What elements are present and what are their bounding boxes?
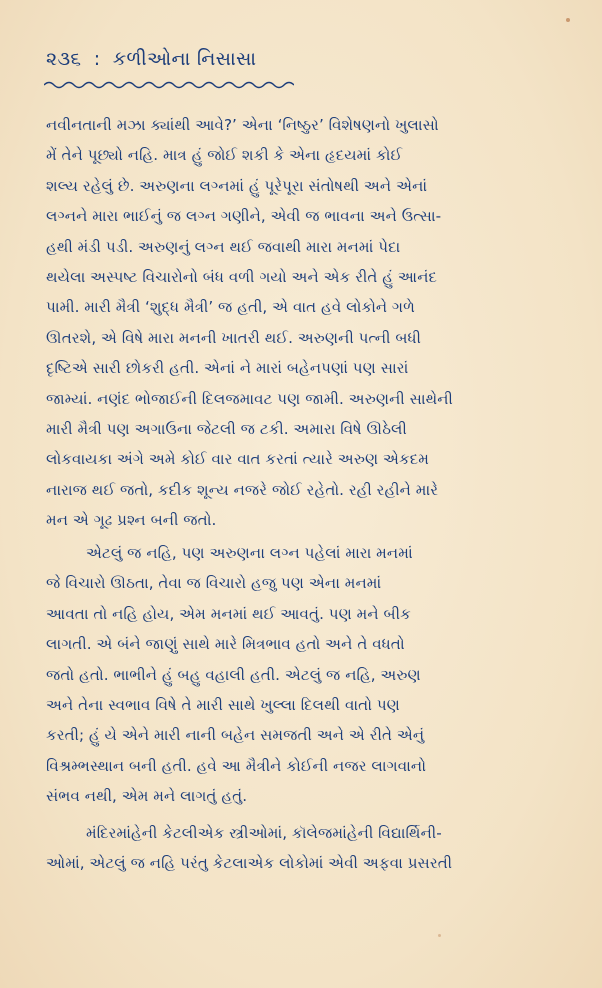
paragraph-3 — [46, 818, 566, 879]
text-line: લગ્નને મારા ભાઈનું જ લગ્ન ગણીને, એવી જ ભાવના અને ઉત્સા- — [46, 207, 442, 226]
paragraph-1 — [46, 110, 566, 535]
text-line: નવીનતાની મઝા ક્યાંથી આવે?’ એના ‘નિષ્ઠુર’ વિશેષણનો ખુલાસો — [46, 116, 439, 134]
text-line: જે વિચારો ઊઠતા, તેવા જ વિચારો હજુ પણ એના મનમાં — [46, 574, 382, 593]
text-line: સંભવ નથી, એમ મને લાગતું હતું. — [46, 787, 248, 806]
text-line: પામી. મારી મૈત્રી ‘શુદ્ધ મૈત્રી’ જ હતી, એ વાત હવે લોકોને ગળે — [46, 298, 415, 317]
text-line: મેં તેને પૂછ્યો નહિ. માત્ર હું જોઈ શકી કે એના હૃદયમાં કોઈ — [46, 146, 403, 165]
text-line: આવતા તો નહિ હોય, એમ મનમાં થઈ આવતું. પણ મને બીક — [46, 604, 411, 623]
text-line: અને તેના સ્વભાવ વિષે તે મારી સાથે ખુલ્લા દિલથી વાતો પણ — [46, 695, 400, 714]
ink-speck — [566, 18, 570, 22]
paragraph-2 — [46, 538, 566, 812]
text-line: દૃષ્ટિએ સારી છોકરી હતી. એનાં ને મારાં બહેનપણાં પણ સારાં — [46, 359, 409, 378]
book-title: કળીઓના નિસાસા — [112, 48, 257, 70]
text-line: કરતી; હું યે એને મારી નાની બહેન સમજતી અને એ રીતે એનું — [46, 726, 425, 745]
text-line: એટલું જ નહિ, પણ અરુણના લગ્ન પહેલાં મારા મનમાં — [86, 544, 413, 562]
text-line: શલ્ય રહેલું છે. અરુણના લગ્નમાં હું પૂરેપૂરા સંતોષથી અને એનાં — [46, 176, 428, 195]
header-separator: : — [93, 48, 101, 70]
text-line: હથી મંડી પડી. અરુણનું લગ્ન થઈ જવાથી મારા મનમાં પેદા — [46, 237, 401, 256]
text-line: મારી મૈત્રી પણ અગાઉના જેટલી જ ટકી. અમારા વિષે ઊઠેલી — [46, 419, 407, 438]
header-wavy-rule — [44, 80, 294, 90]
text-line: વિશ્રમ્ભસ્થાન બની હતી. હવે આ મૈત્રીને કોઈની નજર લાગવાનો — [46, 756, 426, 775]
text-line: નારાજ થઈ જતો, કદીક શૂન્ય નજરે જોઈ રહેતો. રહી રહીને મારે — [46, 480, 439, 499]
running-header — [46, 44, 466, 78]
text-line: લોકવાયકા અંગે અમે કોઈ વાર વાત કરતાં ત્યારે અરુણ એકદમ — [46, 450, 429, 469]
ink-speck — [438, 934, 441, 937]
text-line: ઊતરશે, એ વિષે મારા મનની ખાતરી થઈ. અરુણની પત્ની બધી — [46, 328, 421, 347]
text-line: જતો હતો. ભાભીને હું બહુ વહાલી હતી. એટલું જ નહિ, અરુણ — [46, 665, 421, 684]
text-line: મન એ ગૂઢ પ્રશ્ન બની જતો. — [46, 511, 217, 530]
page-number: ૨૩૬ — [46, 48, 82, 70]
text-line: ઓમાં, એટલું જ નહિ પરંતુ કેટલાએક લોકોમાં એવી અફવા પ્રસરતી — [46, 854, 453, 873]
text-line: જામ્યાં. નણંદ ભોજાઈની દિલજમાવટ પણ જામી. અરુણની સાથેની — [46, 389, 453, 408]
text-line: લાગતી. એ બંને જાણું સાથે મારે મિત્રભાવ હતો અને તે વધતો — [46, 635, 405, 654]
text-line: મંદિરમાંહેની કેટલીએક સ્ત્રીઓમાં, કૉલેજમાંહેની વિદ્યાર્થિની- — [86, 824, 442, 842]
text-line: થયેલા અસ્પષ્ટ વિચારોનો બંધ વળી ગયો અને એક રીતે હું આનંદ — [46, 267, 438, 286]
